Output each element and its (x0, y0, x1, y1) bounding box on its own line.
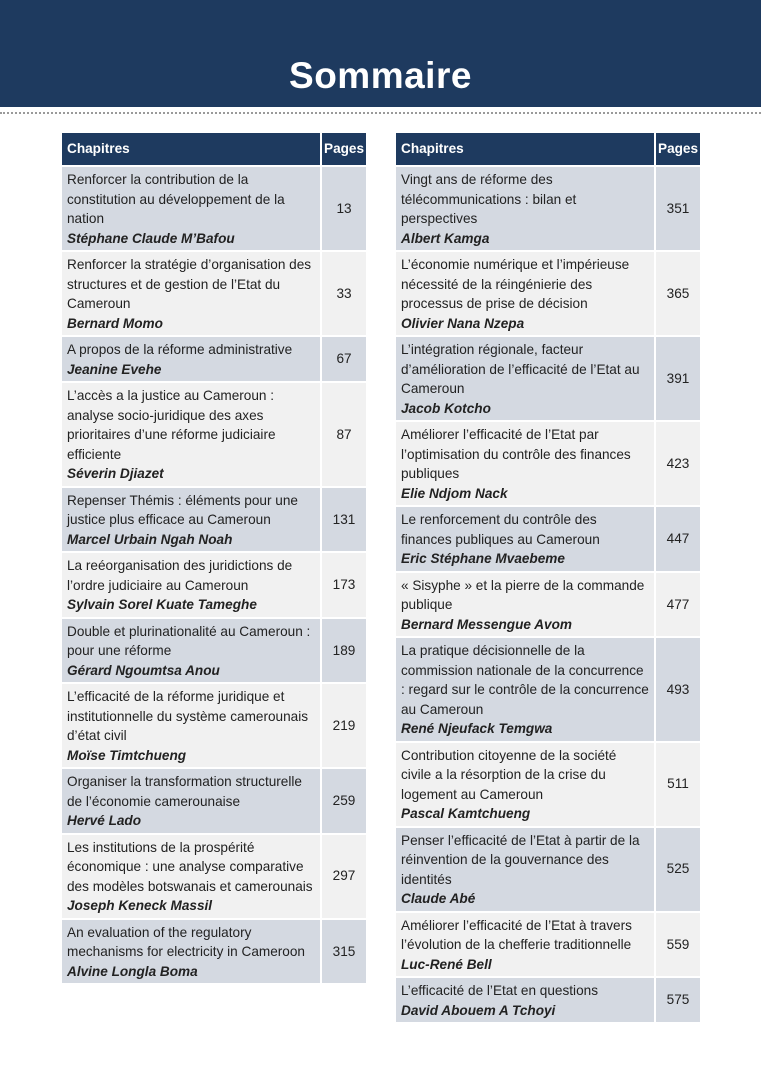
chapter-cell (396, 421, 655, 506)
toc-entry (62, 382, 366, 487)
page-number: 575 (655, 977, 700, 1022)
chapter-author: Alvine Longla Boma (67, 963, 198, 979)
page-number: 525 (655, 827, 700, 912)
chapter-cell (396, 977, 655, 1022)
chapter-title: Renforcer la stratégie d’organisation des structures et de gestion de l’Etat du Cameroun (67, 257, 312, 311)
chapter-title: Améliorer l’efficacité de l’Etat à travers l’évolution de la chefferie traditionnelle (401, 917, 632, 952)
chapter-cell (396, 166, 655, 251)
page-number: 447 (655, 506, 700, 572)
toc-entry (396, 827, 700, 912)
page-number: 259 (321, 768, 366, 834)
dotted-divider (0, 112, 761, 114)
toc-entry (396, 166, 700, 251)
chapter-cell (62, 166, 321, 251)
page-title: Sommaire (289, 55, 472, 96)
chapter-author: Olivier Nana Nzepa (401, 315, 525, 331)
toc-entry (62, 552, 366, 618)
chapter-title: L’accès a la justice au Cameroun : analyse socio-juridique des axes prioritaires d’une réforme judiciaire efficiente (67, 388, 276, 462)
chapter-author: Albert Kamga (401, 230, 490, 246)
page-number: 131 (321, 487, 366, 553)
chapter-author: David Abouem A Tchoyi (401, 1002, 556, 1018)
chapter-cell (396, 742, 655, 827)
toc-entry (396, 421, 700, 506)
chapter-cell (396, 251, 655, 336)
chapter-title: Le renforcement du contrôle des finances publiques au Cameroun (401, 512, 600, 547)
chapter-cell (396, 336, 655, 421)
page-number: 365 (655, 251, 700, 336)
header-banner (0, 0, 761, 107)
toc-entry (62, 683, 366, 768)
toc-table-left (62, 133, 366, 983)
toc-header-row (396, 133, 700, 166)
chapter-author: Elie Ndjom Nack (401, 485, 508, 501)
chapitres-header: Chapitres (62, 133, 321, 166)
toc-entry (62, 166, 366, 251)
toc-entry (396, 336, 700, 421)
chapter-author: Moïse Timtchueng (67, 747, 187, 763)
chapter-cell (62, 919, 321, 984)
toc-entry (62, 618, 366, 684)
chapter-title: Les institutions de la prospérité économique : une analyse comparative des modèles botswanais et camerounais (67, 839, 313, 894)
chapter-cell (396, 637, 655, 742)
chapter-title: Organiser la transformation structurelle de l’économie camerounaise (67, 774, 302, 809)
chapter-author: Gérard Ngoumtsa Anou (67, 662, 220, 678)
chapter-cell (62, 382, 321, 487)
page-number: 477 (655, 572, 700, 638)
chapter-author: Bernard Messengue Avom (401, 616, 572, 632)
chapter-title: Double et plurinationalité au Cameroun : pour une réforme (67, 623, 311, 658)
chapter-cell (62, 618, 321, 684)
page-number: 297 (321, 834, 366, 919)
toc-entry (396, 977, 700, 1022)
toc-entry (396, 637, 700, 742)
page-number: 511 (655, 742, 700, 827)
page-number: 423 (655, 421, 700, 506)
chapter-author: Luc-René Bell (401, 956, 492, 972)
chapter-author: Marcel Urbain Ngah Noah (67, 531, 233, 547)
chapter-author: Joseph Keneck Massil (67, 898, 213, 913)
page-number: 173 (321, 552, 366, 618)
chapter-cell (62, 552, 321, 618)
chapter-cell (62, 336, 321, 382)
page-number: 189 (321, 618, 366, 684)
chapter-author: Claude Abé (401, 891, 476, 906)
chapter-author: Jacob Kotcho (401, 400, 491, 416)
toc-table-right (396, 133, 700, 1022)
chapter-title: « Sisyphe » et la pierre de la commande publique (401, 577, 645, 612)
toc-entry (62, 251, 366, 336)
toc-entry (62, 834, 366, 919)
chapter-title: Contribution citoyenne de la société civile a la résorption de la crise du logement au Cameroun (401, 747, 617, 802)
chapter-title: Renforcer la contribution de la constitution au développement de la nation (67, 172, 285, 226)
toc-entry (396, 251, 700, 336)
page-number: 219 (321, 683, 366, 768)
pages-header: Pages (655, 133, 700, 166)
chapter-author: Eric Stéphane Mvaebeme (401, 551, 565, 566)
chapter-title: Penser l’efficacité de l’Etat à partir de la réinvention de la gouvernance des identités (401, 832, 640, 887)
chapter-author: Séverin Djiazet (67, 466, 164, 481)
chapter-author: Jeanine Evehe (67, 361, 162, 377)
chapter-title: L’économie numérique et l’impérieuse nécessité de la réingénierie des processus de prise de décision (401, 257, 630, 311)
chapter-author: Hervé Lado (67, 813, 142, 828)
toc-entry (396, 572, 700, 638)
chapter-title: L’efficacité de la réforme juridique et institutionnelle du système camerounais d’état civil (67, 689, 309, 743)
chapter-author: Sylvain Sorel Kuate Tameghe (67, 597, 257, 612)
chapter-title: Améliorer l’efficacité de l’Etat par l’optimisation du contrôle des finances publiques (401, 427, 631, 481)
chapter-cell (62, 487, 321, 553)
page-number: 351 (655, 166, 700, 251)
pages-header: Pages (321, 133, 366, 166)
chapter-cell (396, 912, 655, 978)
chapter-author: Pascal Kamtchueng (401, 806, 531, 821)
page-number: 559 (655, 912, 700, 978)
chapter-cell (62, 251, 321, 336)
toc-entry (396, 742, 700, 827)
toc-entry (62, 919, 366, 984)
toc-entry (62, 768, 366, 834)
chapter-title: L’intégration régionale, facteur d’amélioration de l’efficacité de l’Etat au Cameroun (401, 342, 640, 396)
chapter-title: An evaluation of the regulatory mechanisms for electricity in Cameroon (67, 924, 305, 959)
toc-entry (62, 487, 366, 553)
chapter-cell (396, 572, 655, 638)
chapter-title: La reéorganisation des juridictions de l’ordre judiciaire au Cameroun (67, 558, 293, 593)
toc-entry (396, 506, 700, 572)
chapter-cell (396, 827, 655, 912)
chapter-author: Bernard Momo (67, 315, 163, 331)
chapter-cell (396, 506, 655, 572)
page-number: 13 (321, 166, 366, 251)
page-number: 33 (321, 251, 366, 336)
toc-header-row (62, 133, 366, 166)
chapitres-header: Chapitres (396, 133, 655, 166)
chapter-author: René Njeufack Temgwa (401, 721, 553, 736)
page-number: 391 (655, 336, 700, 421)
chapter-title: Vingt ans de réforme des télécommunications : bilan et perspectives (401, 172, 577, 226)
page-number: 67 (321, 336, 366, 382)
chapter-cell (62, 683, 321, 768)
chapter-author: Stéphane Claude M’Bafou (67, 230, 235, 246)
chapter-title: A propos de la réforme administrative (67, 342, 293, 357)
chapter-title: L’efficacité de l’Etat en questions (401, 983, 598, 998)
chapter-cell (62, 834, 321, 919)
page-number: 493 (655, 637, 700, 742)
chapter-title: La pratique décisionnelle de la commission nationale de la concurrence : regard sur le contrôle de la concurrence au Cameroun (401, 643, 649, 717)
page-number: 87 (321, 382, 366, 487)
toc-entry (396, 912, 700, 978)
page-number: 315 (321, 919, 366, 984)
chapter-title: Repenser Thémis : éléments pour une justice plus efficace au Cameroun (67, 492, 298, 527)
chapter-cell (62, 768, 321, 834)
toc-entry (62, 336, 366, 382)
